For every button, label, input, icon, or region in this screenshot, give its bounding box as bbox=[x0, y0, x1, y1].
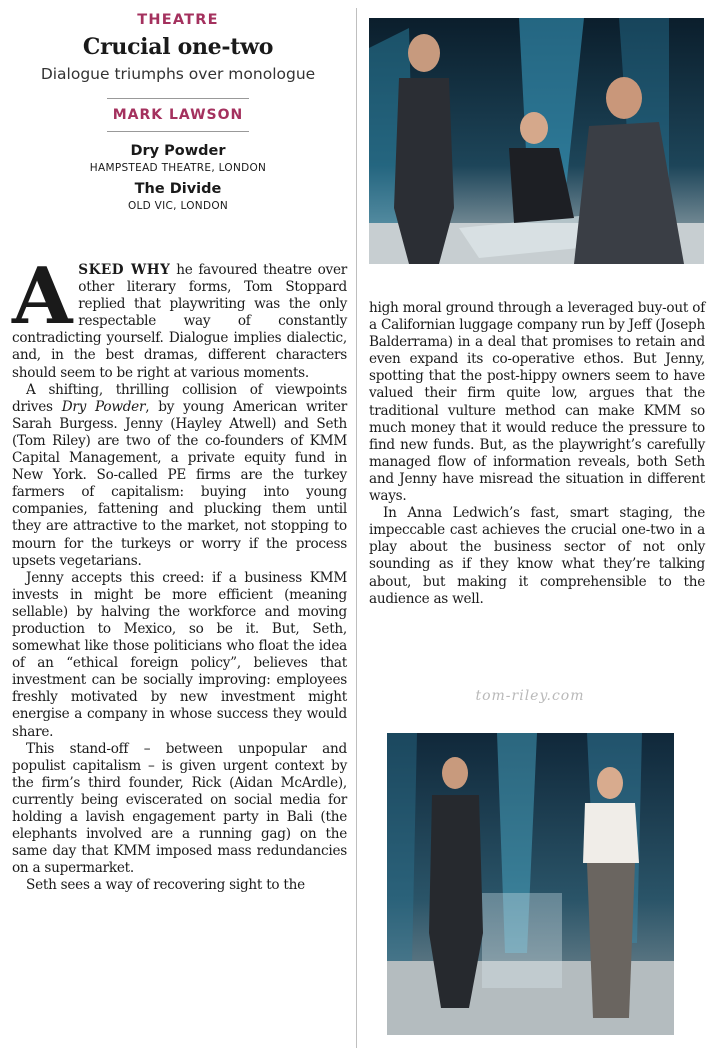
paragraph: Seth sees a way of recovering sight to the bbox=[26, 877, 305, 894]
article-column-left bbox=[12, 251, 347, 894]
paragraph-text: he favoured theatre over other literary forms, Tom Stoppard replied that playwriting was the only respectable way of constantly contradicting yourself. Dialogue implies dialectic, and, in the best dramas, different characters should seem to be right at various moments. bbox=[12, 262, 347, 381]
paragraph-text: A shifting, thrilling collision of viewpoints drives bbox=[12, 381, 347, 415]
play-title: Dry Powder bbox=[130, 143, 226, 159]
header-rule bbox=[107, 98, 249, 99]
paragraph: high moral ground through a leveraged buy-out of a Californian luggage company run by Jeff (Joseph Balderrama) in a deal that promises to retain and even expand its co-operative ethos. But Jenny, spotting that the post-hippy owners seem to have valued their firm quite low, argues that the traditional vulture method can make KMM so much money that it would reduce the pressure to find new funds. But, as the playwright’s carefully managed flow of information reveals, both Seth and Jenny have misread the situation in different ways. bbox=[369, 300, 705, 505]
section-label: THEATRE bbox=[137, 12, 219, 28]
paragraph-text: , by young American writer Sarah Burgess. Jenny (Hayley Atwell) and Seth (Tom Riley) are two of the co-founders of KMM Capital Management, a private equity fund in New York. So-called PE firms are the turkey farmers of capitalism: buying into young companies, fattening and plucking them until they are attractive to the market, not stopping to mourn for the turkeys or worry if the process upsets vegetarians. bbox=[12, 398, 347, 569]
watermark: tom-riley.com bbox=[475, 688, 585, 704]
paragraph: This stand-off – between unpopular and populist capitalism – is given urgent context by the firm’s third founder, Rick (Aidan McArdle), currently being eviscerated on social media for holding a lavish engagement party in Bali (the elephants involved are a running gag) on the same day that KMM imposed mass redundancies on a supermarket. bbox=[12, 740, 347, 877]
paragraph bbox=[12, 251, 347, 382]
byline: MARK LAWSON bbox=[112, 107, 244, 123]
lead-in: SKED WHY bbox=[78, 262, 171, 278]
drop-cap: A bbox=[12, 251, 73, 342]
play-venue: HAMPSTEAD THEATRE, LONDON bbox=[89, 162, 267, 174]
play-venue: OLD VIC, LONDON bbox=[127, 200, 229, 212]
standfirst: Dialogue triumphs over monologue bbox=[40, 65, 316, 83]
photo-illustration bbox=[387, 733, 674, 1035]
byline-rule bbox=[107, 131, 249, 132]
play-title-italic: Dry Powder bbox=[61, 398, 146, 415]
paragraph: Jenny accepts this creed: if a business KMM invests in might be more efficient (meaning sellable) by halving the workforce and moving production to Mexico, so be it. But, Seth, somewhat like those politicians who float the idea of an “ethical foreign policy”, believes that investment can be socially improving: employees freshly motivated by new investment might energise a company in whose success they would share. bbox=[12, 569, 347, 740]
paragraph bbox=[12, 382, 347, 570]
article-header bbox=[8, 10, 348, 218]
article-column-right bbox=[369, 300, 705, 608]
production-photo-dry-powder-2 bbox=[387, 733, 674, 1035]
column-divider bbox=[356, 8, 357, 1048]
paragraph: In Anna Ledwich’s fast, smart staging, the impeccable cast achieves the crucial one-two in a play about the business sector of not only sounding as if they know what they’re talking about, but making it comprehensible to the audience as well. bbox=[369, 505, 705, 607]
photo-illustration bbox=[369, 18, 704, 264]
headline: Crucial one-two bbox=[82, 34, 274, 60]
production-photo-dry-powder bbox=[369, 18, 704, 264]
play-title: The Divide bbox=[134, 181, 222, 197]
